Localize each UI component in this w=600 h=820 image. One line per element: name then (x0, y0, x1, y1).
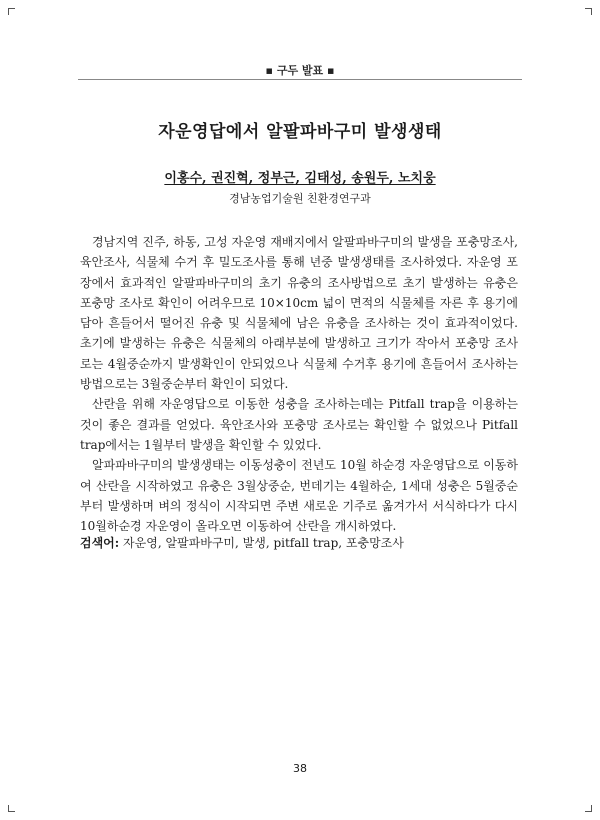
crop-mark-top-left (8, 8, 15, 15)
page-number: 38 (293, 762, 307, 775)
author-list (0, 167, 600, 186)
keywords-label: 검색어: (80, 536, 120, 550)
paper-title: 자운영답에서 알팔파바구미 발생생태 (158, 122, 442, 142)
abstract-body (80, 232, 518, 536)
crop-mark-top-right (585, 8, 592, 15)
section-label: ▪ 구두 발표 ▪ (265, 64, 335, 77)
keywords-text: 자운영, 알팔파바구미, 발생, pitfall trap, 포충망조사 (123, 536, 404, 550)
abstract-paragraph-3: 알파파바구미의 발생생태는 이동성충이 전년도 10월 하순경 자운영답으로 이동하여 산란을 시작하였고 유충은 3월상중순, 번데기는 4월하순, 1세대 성충은 5월중순부터 발생하며 벼의 정식이 시작되면 주변 새로운 기주로 옮겨가서 서식하다가 다시 10월하순경 자운영이 올라오면 이동하여 산란을 개시하였다. (80, 458, 518, 534)
affiliation: 경남농업기술원 친환경연구과 (229, 192, 371, 205)
crop-mark-bottom-right (585, 805, 592, 812)
abstract-paragraph-1: 경남지역 진주, 하동, 고성 자운영 재배지에서 알팔파바구미의 발생을 포충망조사, 육안조사, 식물체 수거 후 밀도조사를 통해 년중 발생생태를 조사하였다. 자운영 포장에서 효과적인 알팔파바구미의 초기 유충의 조사방법으로 초기 발생하는 유충은 포충망 조사로 확인이 어려우므로 10×10cm 넓이 면적의 식물체를 자른 후 용기에 담아 흔들어서 떨어진 유충 및 식물체에 남은 유충을 조사하는 것이 효과적이었다. 초기에 발생하는 유충은 식물체의 아래부분에 발생하고 크기가 작아서 포충망 조사로는 4월중순까지 발생확인이 안되었으나 식물체 수거후 용기에 흔들어서 조사하는 방법으로는 3월중순부터 확인이 되었다. (80, 235, 518, 392)
keywords-line (80, 533, 518, 553)
abstract-paragraph-2: 산란을 위해 자운영답으로 이동한 성충을 조사하는데는 Pitfall trap을 이용하는 것이 좋은 결과를 얻었다. 육안조사와 포충망 조사로는 확인할 수 없었으나 Pitfall trap에서는 1월부터 발생을 확인할 수 있었다. (80, 397, 518, 452)
crop-mark-bottom-left (8, 805, 15, 812)
authors-text: 이홍수, 권진혁, 정부근, 김태성, 송원두, 노치웅 (164, 171, 436, 186)
header-rule (78, 79, 522, 80)
